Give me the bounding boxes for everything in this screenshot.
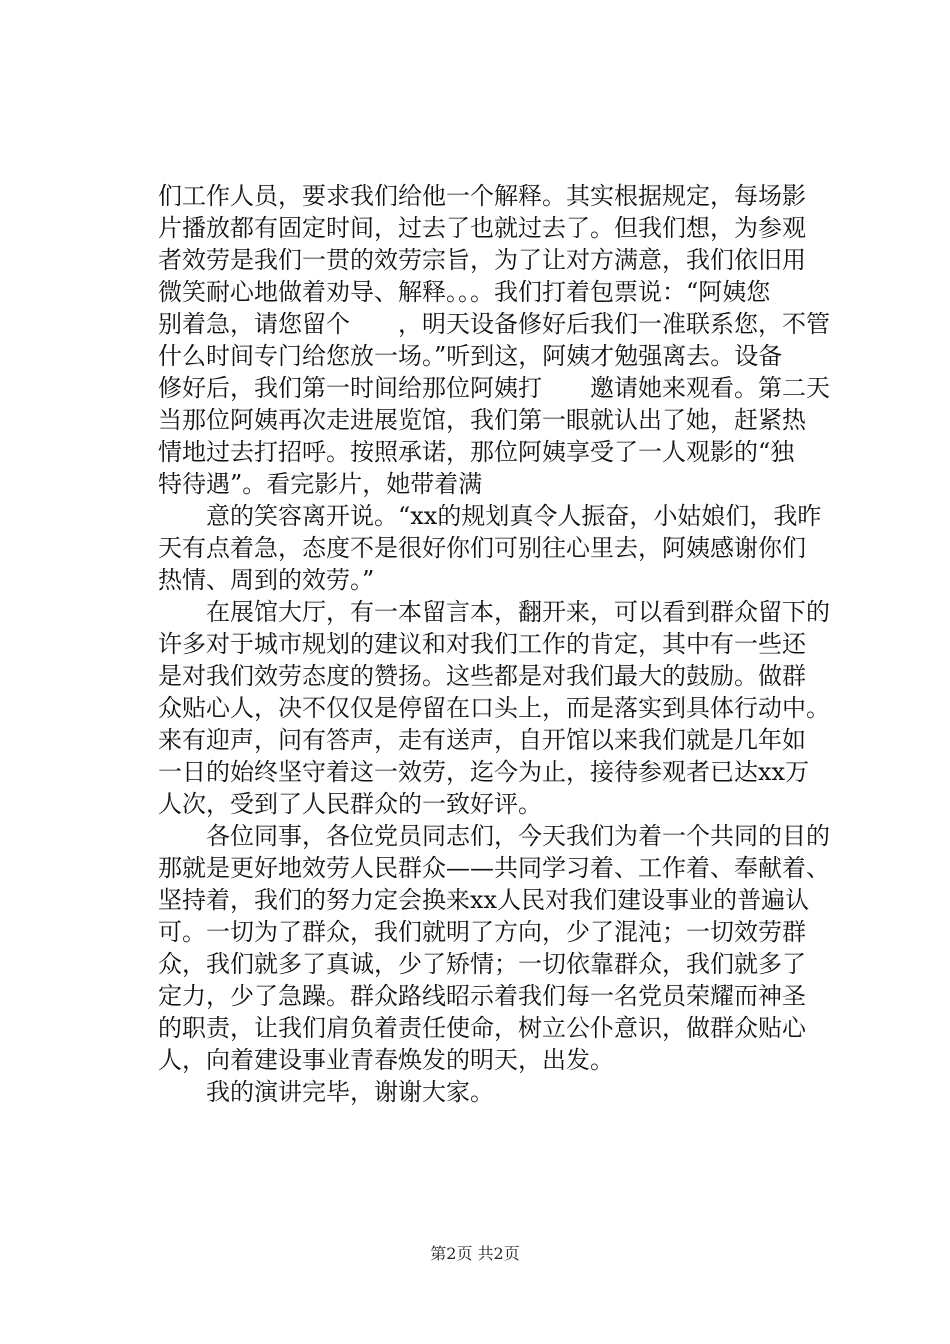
text-line-24: 可。一切为了群众，我们就明了方向，少了混沌；一切效劳群 [158, 918, 806, 946]
text-line-19: 一日的始终坚守着这一效劳，迄今为止，接待参观者已达xx万 [158, 758, 810, 786]
text-line-1: 们工作人员，要求我们给他一个解释。其实根据规定，每场影 [158, 182, 806, 210]
text-line-12: 天有点着急，态度不是很好你们可别往心里去，阿姨感谢你们 [158, 534, 806, 562]
text-line-13: 热情、周到的效劳。” [158, 566, 375, 594]
text-line-11: 意的笑容离开说。“xx的规划真令人振奋，小姑娘们，我昨 [206, 502, 822, 530]
text-line-5: 别着急，请您留个 ，明天设备修好后我们一准联系您，不管 [158, 310, 830, 338]
text-line-6: 什么时间专门给您放一场。”听到这，阿姨才勉强离去。设备 [158, 342, 783, 370]
text-line-21: 各位同事，各位党员同志们，今天我们为着一个共同的目的 [206, 822, 830, 850]
text-line-22: 那就是更好地效劳人民群众——共同学习着、工作着、奉献着、 [158, 854, 830, 882]
text-line-23: 坚持着，我们的努力定会换来xx人民对我们建设事业的普遍认 [158, 886, 810, 914]
text-line-25: 众，我们就多了真诚，少了矫情；一切依靠群众，我们就多了 [158, 950, 806, 978]
text-line-2: 片播放都有固定时间，过去了也就过去了。但我们想，为参观 [158, 214, 806, 242]
text-line-14: 在展馆大厅，有一本留言本，翻开来，可以看到群众留下的 [206, 598, 830, 626]
text-line-26: 定力，少了急躁。群众路线昭示着我们每一名党员荣耀而神圣 [158, 982, 806, 1010]
text-line-15: 许多对于城市规划的建议和对我们工作的肯定，其中有一些还 [158, 630, 806, 658]
text-line-3: 者效劳是我们一贯的效劳宗旨，为了让对方满意，我们依旧用 [158, 246, 806, 274]
text-line-9: 情地过去打招呼。按照承诺，那位阿姨享受了一人观影的“独 [158, 438, 795, 466]
text-line-29: 我的演讲完毕，谢谢大家。 [206, 1078, 494, 1106]
text-line-10: 特待遇”。看完影片，她带着满 [158, 470, 483, 498]
text-line-18: 来有迎声，问有答声，走有送声，自开馆以来我们就是几年如 [158, 726, 806, 754]
text-line-4: 微笑耐心地做着劝导、解释。。。我们打着包票说：“阿姨您 [158, 278, 771, 306]
text-line-20: 人次，受到了人民群众的一致好评。 [158, 790, 542, 818]
text-line-7: 修好后，我们第一时间给那位阿姨打 邀请她来观看。第二天 [158, 374, 830, 402]
text-line-16: 是对我们效劳态度的赞扬。这些都是对我们最大的鼓励。做群 [158, 662, 806, 690]
text-line-28: 人，向着建设事业青春焕发的明天，出发。 [158, 1046, 614, 1074]
page-number-footer: 第2页 共2页 [430, 1244, 520, 1263]
text-line-17: 众贴心人，决不仅仅是停留在口头上，而是落实到具体行动中。 [158, 694, 830, 722]
text-line-8: 当那位阿姨再次走进展览馆，我们第一眼就认出了她，赶紧热 [158, 406, 806, 434]
document-body [158, 180, 838, 1108]
text-line-27: 的职责，让我们肩负着责任使命，树立公仆意识，做群众贴心 [158, 1014, 806, 1042]
